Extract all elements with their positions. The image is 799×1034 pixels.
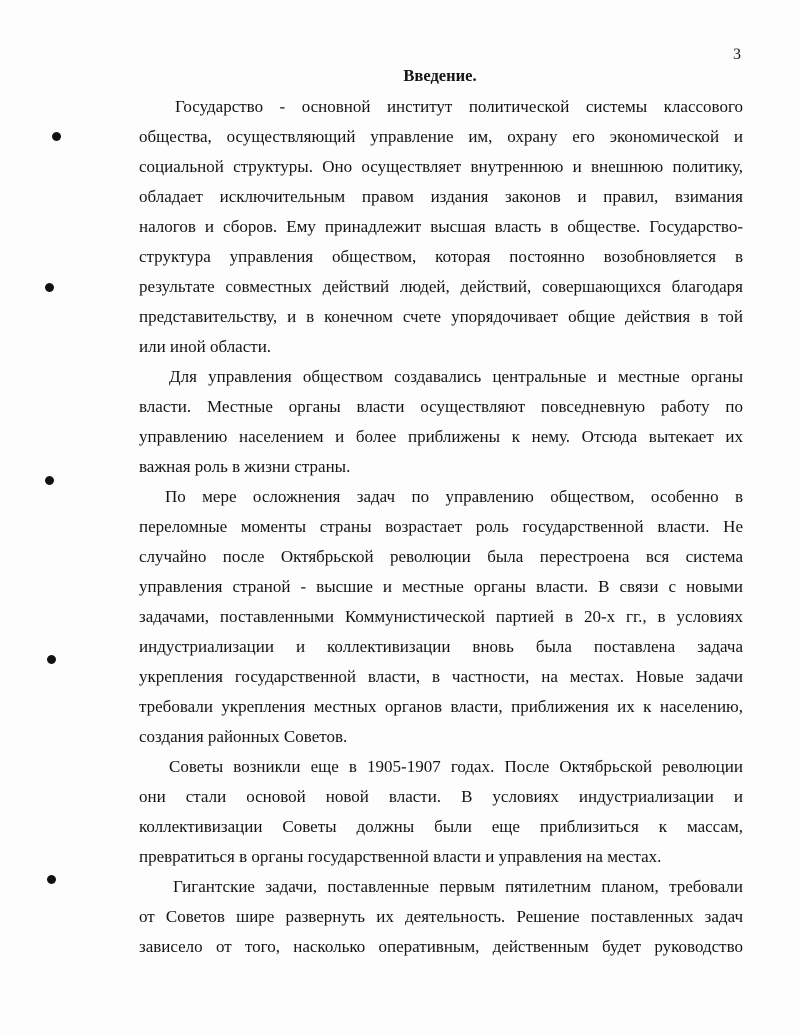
text-line: превратиться в органы государственной власти и управления на местах. [139, 847, 662, 866]
text-line: управлению населением и более приближены к нему. Отсюда вытекает их [139, 427, 743, 446]
text-line: от Советов шире развернуть их деятельность. Решение поставленных задач [139, 907, 743, 926]
paragraph-1 [139, 92, 743, 362]
paragraph-4 [139, 752, 743, 872]
text-line: обладает исключительным правом издания законов и правил, взимания [139, 187, 743, 206]
paragraph-3 [139, 482, 743, 752]
text-line: представительству, и в конечном счете упорядочивает общие действия в той [139, 307, 743, 326]
binder-hole [47, 875, 56, 884]
text-line: переломные моменты страны возрастает роль государственной власти. Не [139, 517, 743, 536]
text-line: или иной области. [139, 337, 272, 356]
body-text [139, 92, 743, 962]
text-line: коллективизации Советы должны были еще приблизиться к массам, [139, 817, 743, 836]
text-line: Советы возникли еще в 1905-1907 годах. После Октябрьской революции [169, 757, 743, 776]
text-line: они стали основой новой власти. В условиях индустриализации и [139, 787, 743, 806]
page-number: 3 [733, 46, 741, 63]
binder-hole [45, 476, 54, 485]
binder-hole [45, 283, 54, 292]
text-line: случайно после Октябрьской революции была перестроена вся система [139, 547, 743, 566]
text-line: зависело от того, насколько оперативным, действенным будет руководство [139, 937, 743, 956]
text-line: индустриализации и коллективизации вновь была поставлена задача [139, 637, 743, 656]
text-line: создания районных Советов. [139, 727, 348, 746]
text-line: требовали укрепления местных органов власти, приближения их к населению, [139, 697, 743, 716]
paragraph-5 [139, 872, 743, 962]
text-line: задачами, поставленными Коммунистической партией в 20-х гг., в условиях [139, 607, 743, 626]
page-title: Введение. [403, 66, 477, 85]
text-line: налогов и сборов. Ему принадлежит высшая власть в обществе. Государство- [139, 217, 743, 236]
binder-hole [47, 655, 56, 664]
text-line: власти. Местные органы власти осуществляют повседневную работу по [139, 397, 743, 416]
text-line: структура управления обществом, которая постоянно возобновляется в [139, 247, 743, 266]
text-line: социальной структуры. Оно осуществляет внутреннюю и внешнюю политику, [139, 157, 743, 176]
text-line: результате совместных действий людей, действий, совершающихся благодаря [139, 277, 743, 296]
text-line: По мере осложнения задач по управлению обществом, особенно в [165, 487, 743, 506]
text-line: Для управления обществом создавались центральные и местные органы [169, 367, 743, 386]
binder-hole [52, 132, 61, 141]
text-line: Гигантские задачи, поставленные первым пятилетним планом, требовали [173, 877, 743, 896]
text-line: Государство - основной институт политической системы классового [175, 97, 743, 116]
text-line: важная роль в жизни страны. [139, 457, 351, 476]
text-line: укрепления государственной власти, в частности, на местах. Новые задачи [139, 667, 743, 686]
text-line: управления страной - высшие и местные органы власти. В связи с новыми [139, 577, 743, 596]
text-line: общества, осуществляющий управление им, охрану его экономической и [139, 127, 743, 146]
paragraph-2 [139, 362, 743, 482]
